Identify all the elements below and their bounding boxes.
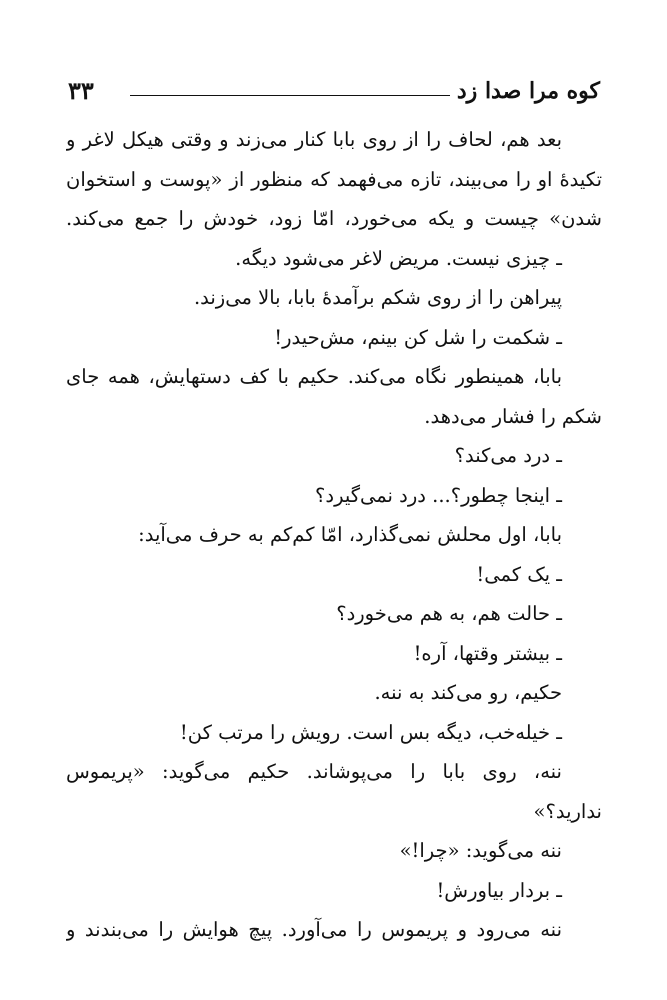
page-body-text <box>66 120 602 950</box>
text-line: ـ چیزی نیست. مریض لاغر می‌شود دیگه. <box>235 246 562 270</box>
text-line: ـ اینجا چطور؟... درد نمی‌گیرد؟ <box>315 483 562 507</box>
text-line: ـ شکمت را شل کن بینم، مش‌حیدر! <box>274 325 562 349</box>
running-title: کوه مرا صدا زد <box>456 78 600 104</box>
text-line: شکم را فشار می‌دهد. <box>424 404 602 428</box>
text-line: ـ بیشتر وقتها، آره! <box>413 641 562 665</box>
header-rule <box>130 95 450 96</box>
page-header <box>68 70 600 110</box>
text-line: بابا، همینطور نگاه می‌کند. حکیم با کف دستهایش، همه جای <box>66 365 562 388</box>
text-line: ـ درد می‌کند؟ <box>454 444 562 467</box>
text-line: ننه می‌گوید: «چرا!» <box>399 839 562 862</box>
text-line: ننه، روی بابا را می‌پوشاند. حکیم می‌گوید: «پریموس <box>66 760 562 783</box>
page-number: ۳۳ <box>68 76 94 105</box>
text-line: ـ خیله‌خب، دیگه بس است. رویش را مرتب کن! <box>179 720 562 744</box>
text-line: حکیم، رو می‌کند به ننه. <box>374 681 562 704</box>
text-line: ـ حالت هم، به هم می‌خورد؟ <box>336 602 562 625</box>
text-line: تکیدهٔ او را می‌بیند، تازه می‌فهمد که منظور از «پوست و استخوان <box>66 167 602 191</box>
text-line: ننه می‌رود و پریموس را می‌آورد. پیچ هوایش را می‌بندند و <box>66 918 562 941</box>
text-line: ـ یک کمی! <box>476 562 562 586</box>
text-line: بعد هم، لحاف را از روی بابا کنار می‌زند و وقتی هیکل لاغر و <box>66 128 562 151</box>
text-line: شدن» چیست و یکه می‌خورد، امّا زود، خودش را جمع می‌کند. <box>66 207 602 230</box>
text-line: بابا، اول محلش نمی‌گذارد، امّا کم‌کم به حرف می‌آید: <box>138 523 562 546</box>
text-line: ـ بردار بیاورش! <box>436 878 562 902</box>
text-line: پیراهن را از روی شکم برآمدهٔ بابا، بالا می‌زند. <box>193 286 562 309</box>
text-line: ندارید؟» <box>533 799 602 823</box>
